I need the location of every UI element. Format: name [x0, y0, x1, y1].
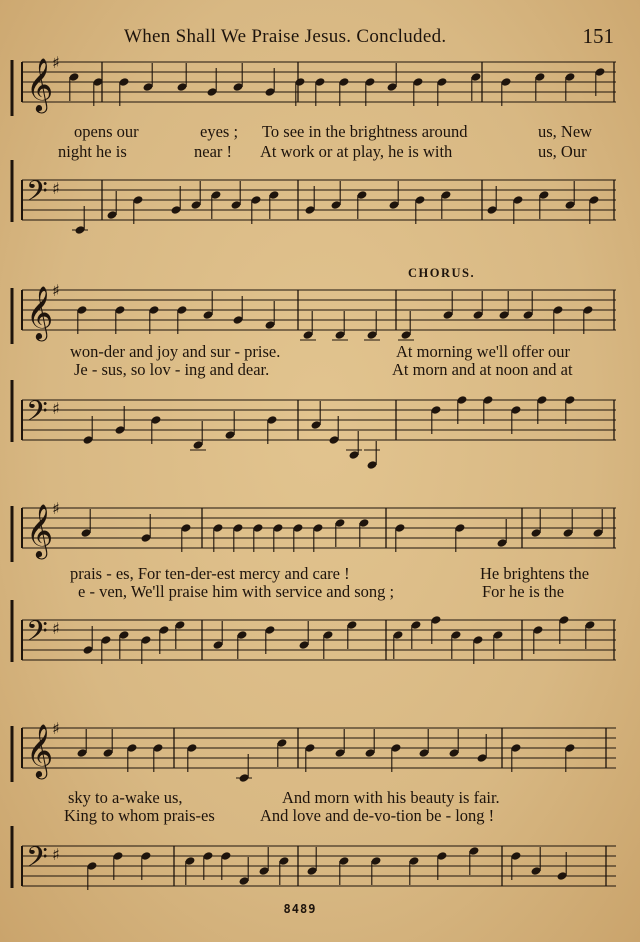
lyric-segment: At morn and at noon and at: [392, 360, 573, 379]
treble-staff: [22, 281, 620, 344]
treble-clef-icon: 𝄞: [26, 723, 54, 777]
lyric-segment: And love and de-vo-tion be - long !: [260, 806, 495, 825]
note-head: [522, 291, 533, 320]
lyric-segment: To see in the brightness around: [262, 122, 468, 141]
note-head: [386, 63, 397, 92]
note-head: [370, 856, 381, 885]
note-head: [174, 620, 185, 649]
lyric-line-verse-2: [22, 142, 620, 162]
lyric-segment: At morning we'll offer our: [396, 342, 571, 361]
lyric-segment: won-der and joy and sur - prise.: [70, 342, 281, 361]
note-head: [264, 301, 275, 330]
note-head: [398, 311, 414, 340]
note-head: [322, 630, 333, 659]
note-head: [408, 856, 419, 885]
lyric-segment: us, New: [538, 122, 593, 141]
lyric-line-verse-2: [22, 360, 620, 380]
note-head: [468, 846, 479, 875]
treble-clef-icon: 𝄞: [26, 503, 54, 557]
note-head: [364, 729, 375, 758]
bass-staff: [22, 168, 620, 238]
bass-clef-icon: 𝄢: [26, 615, 48, 655]
bass-staff: [22, 388, 620, 458]
lyric-line-verse-1: [22, 564, 620, 584]
note-head: [306, 847, 317, 876]
note-head: [210, 190, 221, 219]
note-head: [534, 72, 545, 101]
note-head: [176, 63, 187, 92]
lyric-segment: sky to a-wake us,: [68, 788, 183, 807]
note-head: [278, 856, 289, 885]
treble-staff: [22, 719, 620, 782]
note-head: [224, 411, 235, 440]
note-head: [338, 856, 349, 885]
lyric-segment: At work or at play, he is with: [260, 142, 453, 161]
sharp-key-signature-icon: ♯: [52, 719, 60, 738]
treble-staff: [22, 499, 620, 562]
lyric-line-verse-2: [22, 806, 620, 826]
note-head: [184, 856, 195, 885]
treble-clef-icon: 𝄞: [26, 285, 54, 339]
sharp-key-signature-icon: ♯: [52, 619, 60, 638]
note-head: [118, 630, 129, 659]
bass-clef-icon: 𝄢: [26, 175, 48, 215]
music-system-3: [22, 492, 620, 692]
note-head: [470, 72, 481, 101]
note-head: [268, 190, 279, 219]
note-head: [410, 620, 421, 649]
lyric-line-verse-1: [22, 342, 620, 362]
lyric-segment: He brightens the: [480, 564, 590, 583]
note-head: [236, 630, 247, 659]
lyric-segment: opens our: [74, 122, 139, 141]
note-head: [530, 509, 541, 538]
lyric-segment: And morn with his beauty is fair.: [282, 788, 500, 807]
note-head: [364, 441, 380, 470]
music-system-2: [22, 266, 620, 474]
note-head: [190, 421, 206, 450]
note-head: [564, 72, 575, 101]
sharp-key-signature-icon: ♯: [52, 179, 60, 198]
lyric-segment: For he is the: [482, 582, 565, 601]
lyric-line-verse-1: [22, 122, 620, 142]
note-head: [418, 729, 429, 758]
note-head: [334, 729, 345, 758]
note-head: [334, 518, 345, 547]
note-head: [68, 72, 79, 101]
note-head: [298, 621, 309, 650]
sharp-key-signature-icon: ♯: [52, 399, 60, 418]
page-title: When Shall We Praise Jesus. Concluded.: [124, 26, 447, 47]
treble-staff: [22, 53, 620, 116]
note-head: [258, 847, 269, 876]
note-head: [440, 190, 451, 219]
note-head: [346, 620, 357, 649]
note-head: [230, 181, 241, 210]
note-head: [330, 181, 341, 210]
note-head: [102, 729, 113, 758]
music-system-4: [22, 712, 620, 912]
note-head: [498, 291, 509, 320]
sharp-key-signature-icon: ♯: [52, 845, 60, 864]
note-head: [530, 847, 541, 876]
note-head: [212, 621, 223, 650]
plate-number-text: 8489: [283, 902, 317, 916]
note-head: [492, 630, 503, 659]
sharp-key-signature-icon: ♯: [52, 499, 60, 518]
note-head: [276, 738, 287, 767]
bass-staff: [22, 608, 620, 678]
note-head: [300, 311, 316, 340]
lyric-line-verse-2: [22, 582, 620, 602]
note-head: [310, 401, 321, 430]
page-number: 151: [582, 24, 614, 48]
bass-staff: [22, 834, 620, 904]
note-head: [202, 291, 213, 320]
note-head: [448, 729, 459, 758]
page-header: [0, 24, 640, 54]
note-head: [358, 518, 369, 547]
lyric-segment: near !: [194, 142, 233, 161]
music-system-1: [22, 53, 620, 256]
note-head: [332, 311, 348, 340]
note-head: [472, 291, 483, 320]
chorus-label: CHORUS.: [408, 266, 476, 280]
note-head: [388, 181, 399, 210]
note-head: [564, 181, 575, 210]
note-head: [450, 630, 461, 659]
note-head: [562, 509, 573, 538]
lyric-segment: Je - sus, so lov - ing and dear.: [74, 360, 270, 379]
note-head: [346, 431, 362, 460]
note-head: [538, 190, 549, 219]
sharp-key-signature-icon: ♯: [52, 281, 60, 300]
lyric-segment: night he is: [58, 142, 127, 161]
lyric-segment: e - ven, We'll praise him with service and song ;: [78, 582, 395, 601]
note-head: [356, 190, 367, 219]
note-head: [238, 857, 249, 886]
note-head: [142, 63, 153, 92]
note-head: [106, 191, 117, 220]
lyric-line-verse-1: [22, 788, 620, 808]
note-head: [364, 311, 380, 340]
sharp-key-signature-icon: ♯: [52, 53, 60, 72]
note-head: [80, 509, 91, 538]
treble-clef-icon: 𝄞: [26, 57, 54, 111]
plate-number: [0, 902, 640, 916]
lyric-segment: King to whom prais-es: [64, 806, 215, 825]
note-head: [232, 63, 243, 92]
note-head: [392, 630, 403, 659]
note-head: [76, 729, 87, 758]
note-head: [190, 181, 201, 210]
lyric-segment: us, Our: [538, 142, 587, 161]
note-head: [496, 519, 507, 548]
lyric-segment: prais - es, For ten-der-est mercy and care !: [70, 564, 350, 583]
note-head: [442, 291, 453, 320]
note-head: [592, 509, 603, 538]
lyric-segment: eyes ;: [200, 122, 239, 141]
note-head: [584, 620, 595, 649]
bass-clef-icon: 𝄢: [26, 841, 48, 881]
bass-clef-icon: 𝄢: [26, 395, 48, 435]
